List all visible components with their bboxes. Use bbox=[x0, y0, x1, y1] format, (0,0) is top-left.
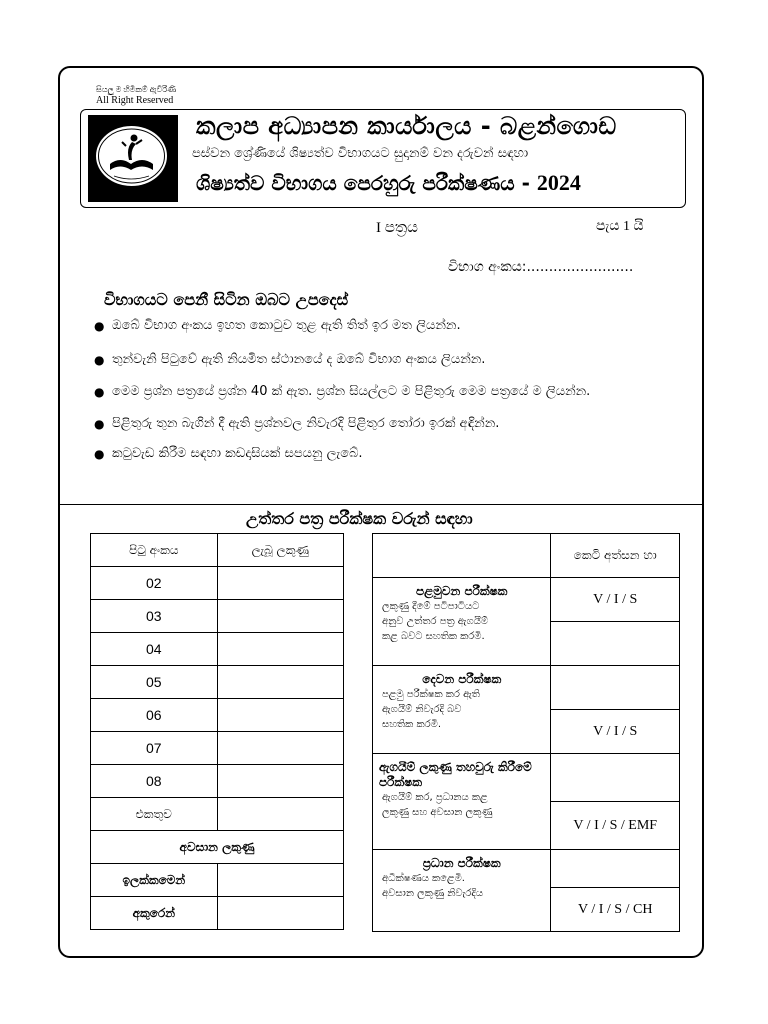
table-row bbox=[373, 850, 680, 888]
logo-emblem bbox=[96, 126, 167, 186]
marks-cell bbox=[217, 567, 343, 600]
in-words-label: අකුරෙන් bbox=[91, 897, 218, 930]
examiner-2-signature bbox=[551, 666, 680, 710]
examiner-2-code: V / I / S bbox=[551, 710, 680, 754]
marks-cell bbox=[217, 732, 343, 765]
in-words-cell bbox=[217, 897, 343, 930]
page-number-cell: 04 bbox=[91, 633, 218, 666]
marks-cell bbox=[217, 600, 343, 633]
examiner-1-desc bbox=[379, 599, 544, 644]
copyright-sinhala: සියලු ම හිමිකම් ඇවිරිණි bbox=[96, 85, 177, 94]
examiner-1-title: පළමුවන පරීක්ෂක bbox=[415, 584, 508, 598]
total-label: එකතුව bbox=[91, 798, 218, 831]
table-row bbox=[373, 754, 680, 802]
page-number-cell: 07 bbox=[91, 732, 218, 765]
table-row bbox=[91, 831, 344, 864]
examiner-2-title: දෙවන පරීක්ෂක bbox=[422, 672, 502, 686]
table-row bbox=[91, 699, 344, 732]
examiner-1-desc-line: ලකුණු දීමේ පටිපාටියට bbox=[382, 601, 480, 612]
examiner-1-desc-line: කළ බවට සහතික කරමි. bbox=[382, 631, 485, 642]
examiner-4-code: V / I / S / CH bbox=[551, 888, 680, 932]
page-number-cell: 02 bbox=[91, 567, 218, 600]
examiner-2-cell bbox=[373, 666, 551, 754]
table-row bbox=[91, 633, 344, 666]
signature-header: කෙටි අත්සන හා bbox=[551, 534, 680, 578]
paper-number: I පත්‍රය bbox=[376, 220, 418, 236]
table-row bbox=[91, 732, 344, 765]
examiner-4-desc bbox=[379, 871, 544, 901]
exam-name: ශිෂ්‍යත්ව විභාගය පෙරහුරු පරීක්ෂණය - bbox=[196, 171, 530, 195]
table-row bbox=[91, 567, 344, 600]
examiner-table bbox=[372, 533, 680, 932]
instruction-item: ● කටුවැඩ කිරීම සඳහා කඩදාසියක් සපයනු ලැබේ. bbox=[94, 444, 684, 464]
logo-book-figure-icon bbox=[96, 126, 167, 186]
page-number-cell: 08 bbox=[91, 765, 218, 798]
examiner-2-desc-line: ඇගයීම් නිවැරදි බව bbox=[382, 704, 462, 715]
examiner-2-desc bbox=[379, 687, 544, 732]
examiner-1-cell bbox=[373, 578, 551, 666]
table-row bbox=[91, 897, 344, 930]
marks-table-header bbox=[91, 534, 344, 567]
marks-table bbox=[90, 533, 344, 930]
table-row bbox=[91, 600, 344, 633]
examiner-4-desc-line: අධීක්ෂණය කළෙමි. bbox=[382, 873, 465, 884]
examiner-4-signature bbox=[551, 850, 680, 888]
page-number-cell: 06 bbox=[91, 699, 218, 732]
examiner-4-cell bbox=[373, 850, 551, 932]
examiner-2-desc-line: පළමු පරීක්ෂක කර ඇති bbox=[382, 689, 480, 700]
instruction-item: ● ඔබේ විභාග අංකය ඉහත කොටුව තුළ ඇති තිත් ඉර මත ලියන්න. bbox=[94, 316, 684, 336]
examiner-header-blank bbox=[373, 534, 551, 578]
in-numbers-cell bbox=[217, 864, 343, 897]
examiner-3-desc-line: ලකුණු සහ අවසාන ලකුණු bbox=[382, 807, 493, 818]
page-number-cell: 03 bbox=[91, 600, 218, 633]
examiner-3-desc bbox=[379, 790, 544, 820]
examiner-2-desc-line: සහතික කරමි. bbox=[382, 719, 442, 730]
in-numbers-label: ඉලක්කමෙන් bbox=[91, 864, 218, 897]
page-number-cell: 05 bbox=[91, 666, 218, 699]
instruction-item: ● මෙම ප්‍රශ්න පත්‍රයේ ප්‍රශ්න 40 ක් ඇත. ප්‍රශ්න සියල්ලට ම පිළිතුරු මෙම පත්‍රයේ ම ලියන්න. bbox=[94, 382, 684, 402]
index-number-field: විභාග අංකය:........................ bbox=[448, 259, 634, 275]
final-marks-label: අවසාන ලකුණු bbox=[91, 831, 344, 864]
instructions-list bbox=[94, 312, 684, 464]
page-number-header: පිටු අංකය bbox=[91, 534, 218, 567]
marks-cell bbox=[217, 765, 343, 798]
examiner-4-desc-line: අවසාන ලකුණු නිවැරදිය bbox=[382, 888, 484, 899]
examiner-1-signature bbox=[551, 622, 680, 666]
examiner-3-title: ඇගයීම් ලකුණු තහවුරු කිරීමේ පරීක්ෂක bbox=[379, 760, 532, 789]
examiner-1-desc-line: අනුව උත්තර පත්‍ර ඇගයීම් bbox=[382, 616, 489, 627]
marks-cell bbox=[217, 699, 343, 732]
instruction-item: ● පිළිතුරු තුන බැගින් දී ඇති ප්‍රශ්නවල නිවැරදි පිළිතුර තෝරා ඉරක් අඳින්න. bbox=[94, 414, 684, 434]
table-row bbox=[91, 798, 344, 831]
instruction-item: ● තුන්වැනි පිටුවේ ඇති නියමිත ස්ථානයේ ද ඔබේ විභාග අංකය ලියන්න. bbox=[94, 350, 684, 370]
examiners-section-title: උත්තර පත්‍ර පරීක්ෂක වරුන් සඳහා bbox=[246, 509, 473, 528]
table-row bbox=[91, 666, 344, 699]
table-row bbox=[91, 864, 344, 897]
instructions-title: විභාගයට පෙනී සිටින ඔබට උපදෙස් bbox=[104, 290, 349, 309]
examiner-1-code: V / I / S bbox=[551, 578, 680, 622]
office-subtitle: පස්වන ශ්‍රේණියේ ශිෂ්‍යත්ව විභාගයට සුදානම් වන දරුවන් සඳහා bbox=[192, 146, 529, 161]
exam-title bbox=[196, 170, 581, 196]
examiner-3-signature bbox=[551, 754, 680, 802]
exam-year: 2024 bbox=[536, 170, 581, 195]
marks-received-header: ලැබූ ලකුණු bbox=[217, 534, 343, 567]
examiner-3-cell bbox=[373, 754, 551, 850]
examiner-4-title: ප්‍රධාන පරීක්ෂක bbox=[422, 856, 501, 870]
copyright-english: All Right Reserved bbox=[96, 95, 174, 106]
zonal-office-logo bbox=[88, 115, 178, 202]
examiner-3-code: V / I / S / EMF bbox=[551, 802, 680, 850]
marks-cell bbox=[217, 633, 343, 666]
office-title: කලාප අධ්‍යාපන කාර්යාලය - බළන්ගොඩ bbox=[196, 112, 617, 140]
exam-duration: පැය 1 යි bbox=[596, 219, 644, 234]
examiner-3-desc-line: ඇගයීම් කර, ප්‍රධානය කළ bbox=[382, 792, 488, 803]
table-row bbox=[373, 578, 680, 622]
marks-cell bbox=[217, 666, 343, 699]
total-cell bbox=[217, 798, 343, 831]
section-divider bbox=[58, 504, 704, 505]
table-row bbox=[91, 765, 344, 798]
copyright-notice bbox=[96, 84, 176, 106]
examiner-table-header bbox=[373, 534, 680, 578]
table-row bbox=[373, 666, 680, 710]
